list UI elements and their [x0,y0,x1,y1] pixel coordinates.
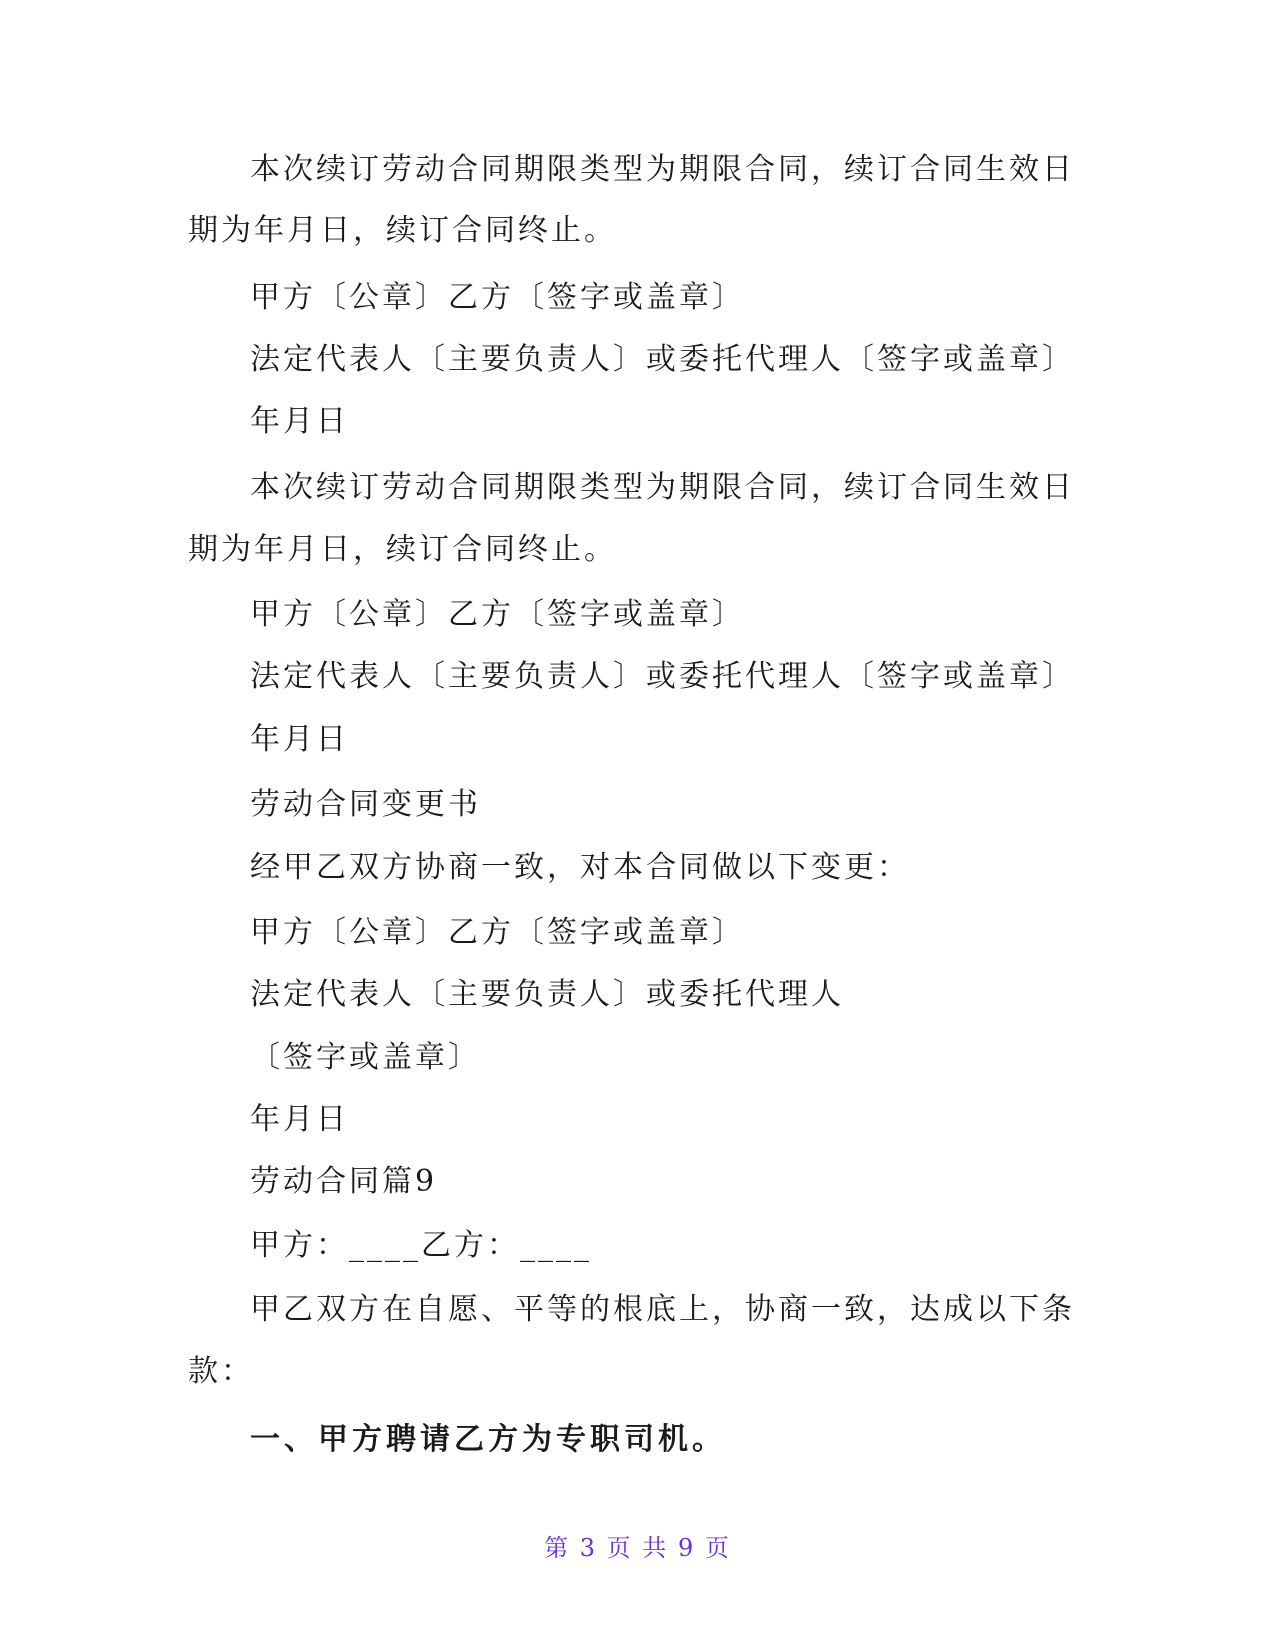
text-line: 甲方〔公章〕乙方〔签字或盖章〕 [250,597,745,632]
text-line: 法定代表人〔主要负责人〕或委托代理人〔签字或盖章〕 [250,659,1075,694]
section-title: 劳动合同篇9 [250,1164,438,1199]
text-line: 甲乙双方在自愿、平等的根底上，协商一致，达成以下条 [250,1292,1075,1327]
text-line: 本次续订劳动合同期限类型为期限合同，续订合同生效日 [250,470,1075,505]
text-line: 款： [188,1354,254,1389]
text-line: 期为年月日，续订合同终止。 [188,213,617,248]
text-line: 〔签字或盖章〕 [250,1040,481,1075]
text-line: 本次续订劳动合同期限类型为期限合同，续订合同生效日 [250,152,1075,187]
page-number-footer: 第 3 页 共 9 页 [544,1534,731,1562]
section-title: 劳动合同变更书 [250,787,481,822]
text-line: 甲方：____乙方：____ [250,1228,592,1263]
text-line: 期为年月日，续订合同终止。 [188,532,617,567]
text-line: 年月日 [250,722,349,757]
text-line: 年月日 [250,404,349,439]
text-line: 甲方〔公章〕乙方〔签字或盖章〕 [250,280,745,315]
text-line: 甲方〔公章〕乙方〔签字或盖章〕 [250,915,745,950]
text-line: 法定代表人〔主要负责人〕或委托代理人 [250,977,844,1012]
clause-heading: 一、甲方聘请乙方为专职司机。 [250,1422,726,1457]
text-line: 年月日 [250,1102,349,1137]
text-line: 经甲乙双方协商一致，对本合同做以下变更： [250,850,910,885]
text-line: 法定代表人〔主要负责人〕或委托代理人〔签字或盖章〕 [250,342,1075,377]
